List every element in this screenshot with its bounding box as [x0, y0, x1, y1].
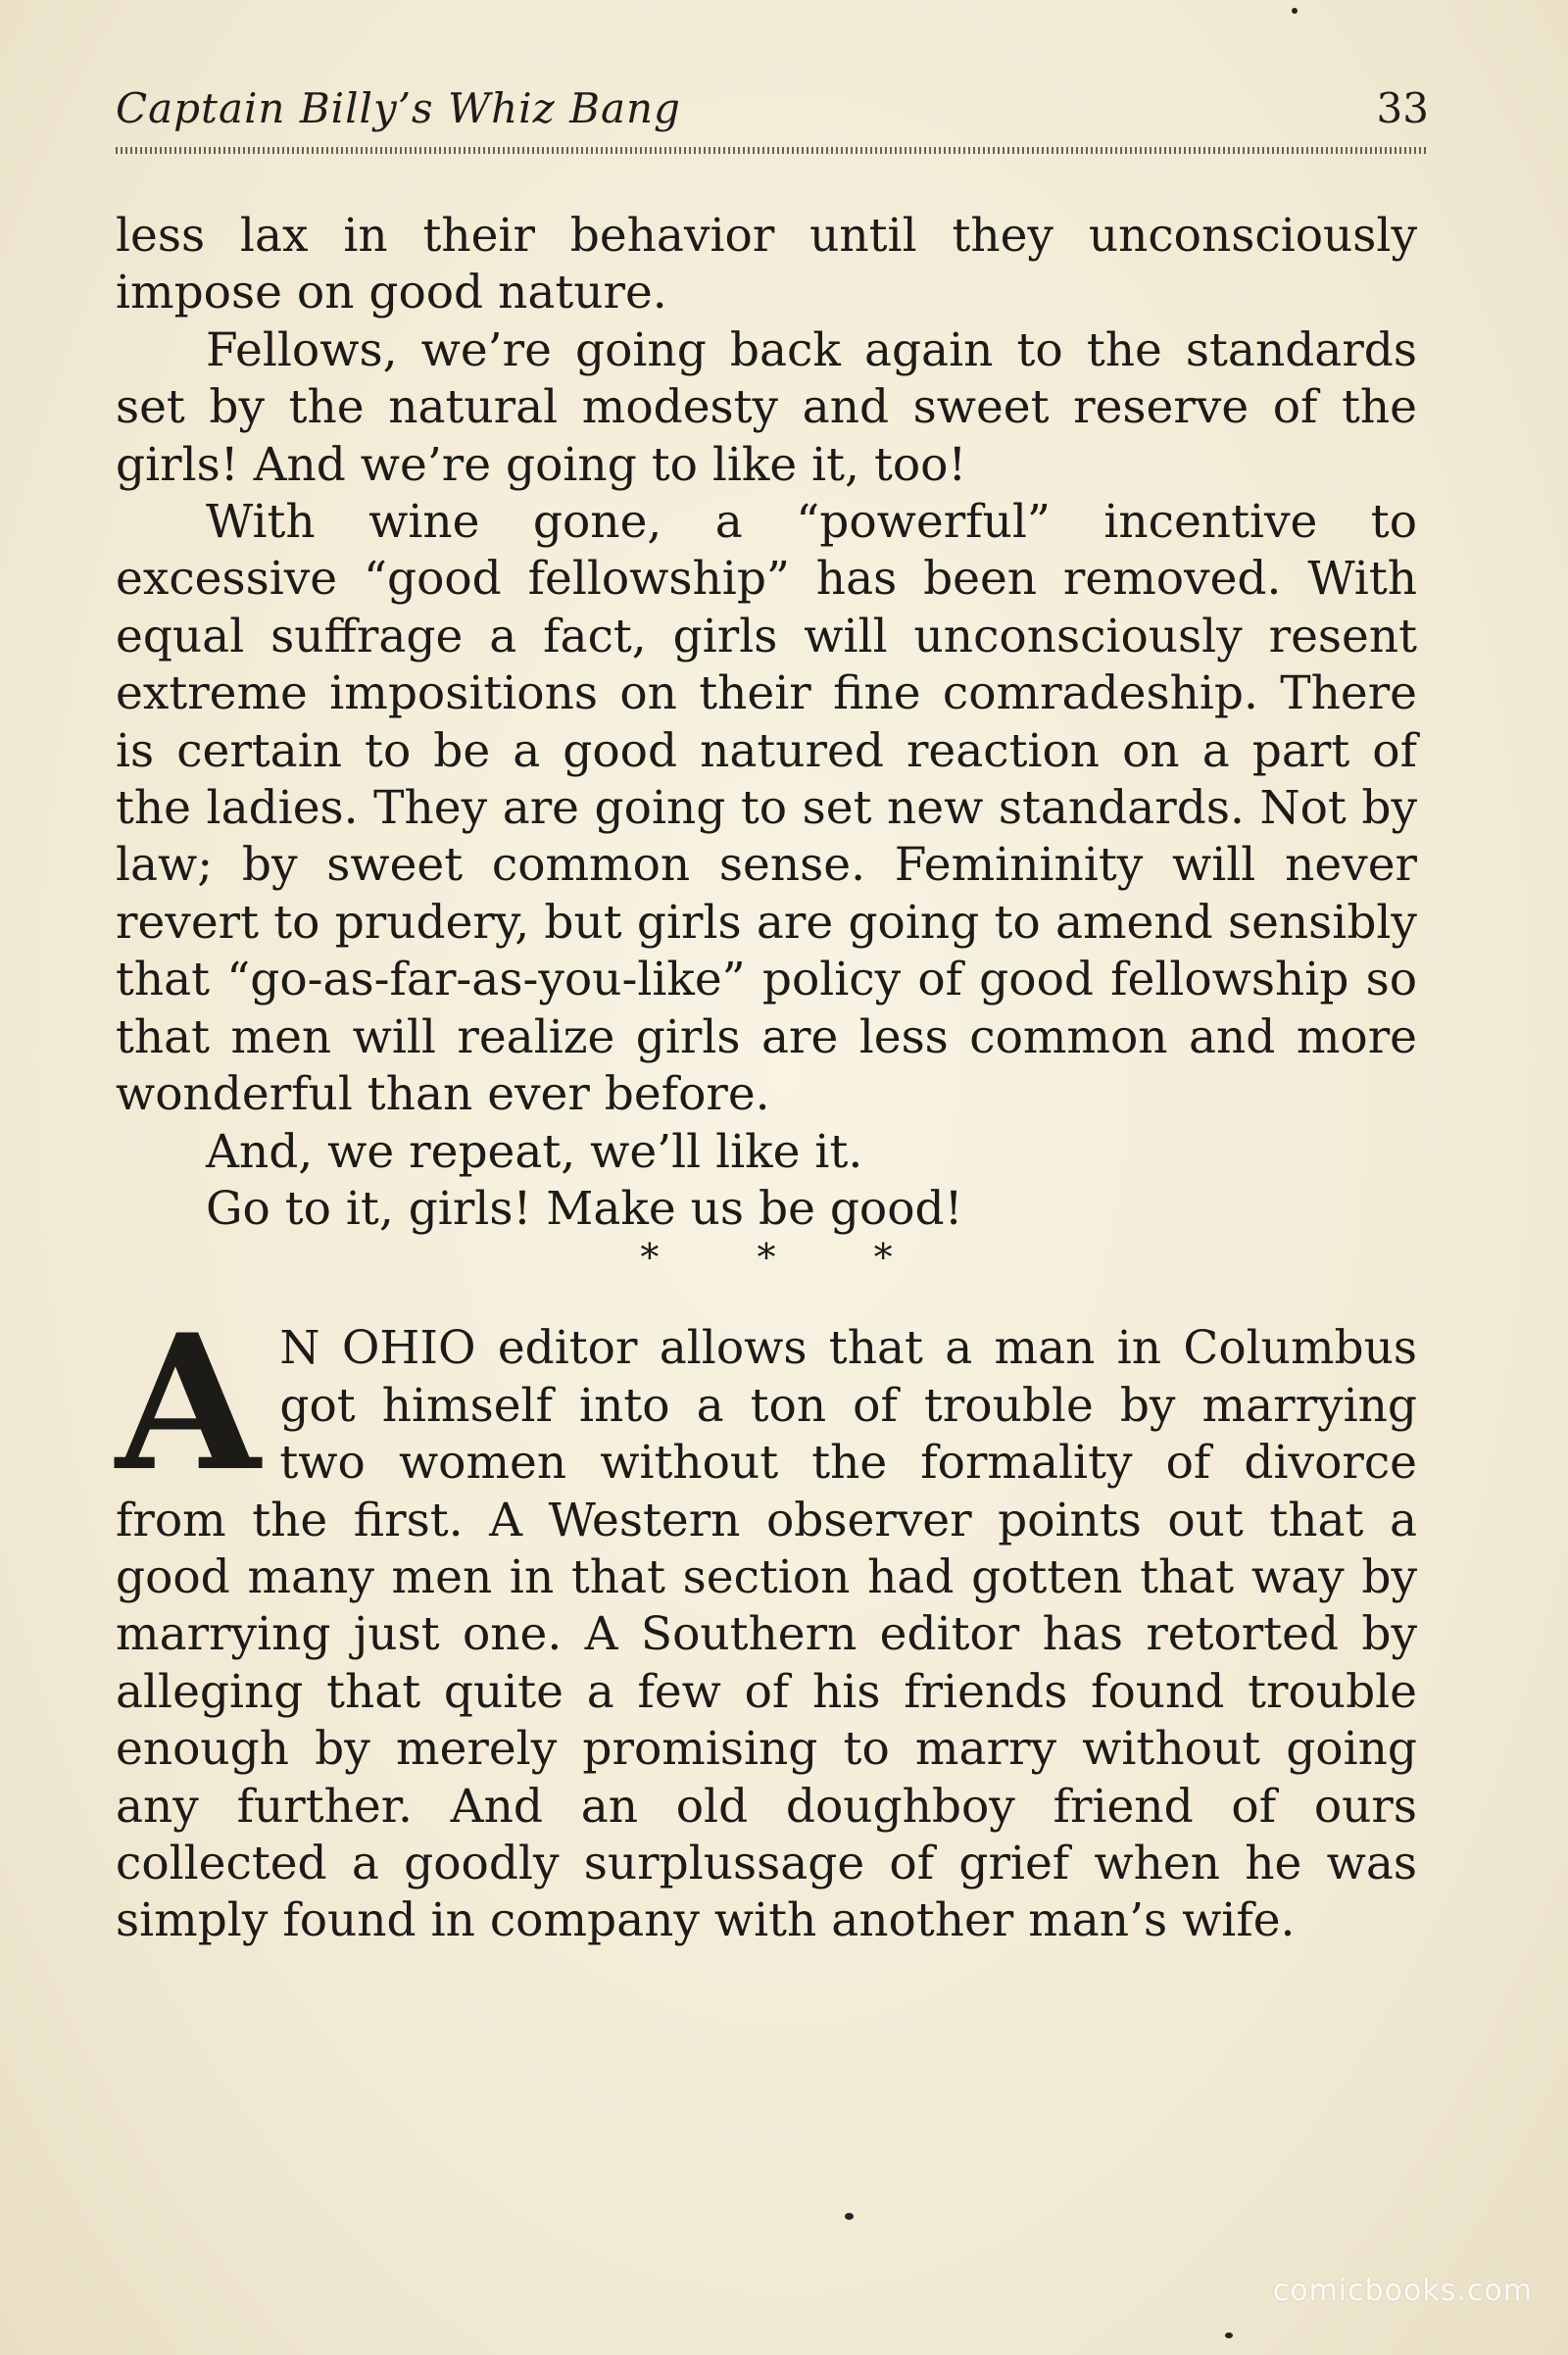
header-rule — [116, 147, 1429, 154]
paragraph-wine: With wine gone, a “powerful” incentive to excessive “good fellowship” has been removed. With equal suffrage a fact, girls will unconsciously resent extreme impositions on their fine comradeship. There is certain to be a good natured reaction on a part of the ladies. They are going to set new standards. Not by law; by sweet common sense. Femininity will never revert to prudery, but girls are going to amend sensibly that “go-as-far-as-you-like” policy of good fellowship so that men will realize girls are less common and more wonderful than ever before. — [116, 495, 1417, 1122]
ink-speck — [845, 2213, 854, 2220]
ink-speck — [1292, 8, 1298, 14]
drop-cap: A — [116, 1294, 261, 1513]
ink-speck — [1225, 2332, 1233, 2338]
ohio-paragraph-text: N OHIO editor allows that a man in Columbus got himself into a ton of trouble by marrying two women without the formality of divorce from the first. A Western observer points out that a good many men in that section had gotten that way by marrying just one. A Southern editor has retorted by alleging that quite a few of his friends found trouble enough by merely promising to marry without going any further. And an old doughboy friend of ours collected a goodly surplussage of grief when he was simply found in company with another man’s wife. — [116, 1321, 1417, 1948]
running-header — [116, 80, 1429, 149]
article-body — [116, 208, 1417, 1950]
paragraph-fellows: Fellows, we’re going back again to the standards set by the natural modesty and sweet reserve of the girls! And we’re going to like it, too! — [116, 322, 1417, 492]
page-number: 33 — [1376, 84, 1429, 132]
watermark: comicbooks.com — [1272, 2274, 1533, 2308]
paragraph-repeat: And, we repeat, we’ll like it. — [206, 1124, 863, 1179]
paragraph-continuation: less lax in their behavior until they unconsciously impose on good nature. — [116, 209, 1417, 320]
section-separator: * * * — [640, 1236, 936, 1280]
magazine-title: Captain Billy’s Whiz Bang — [116, 84, 681, 132]
paragraph-go-to-it: Go to it, girls! Make us be good! — [206, 1181, 963, 1236]
ohio-paragraph — [116, 1294, 1417, 1949]
